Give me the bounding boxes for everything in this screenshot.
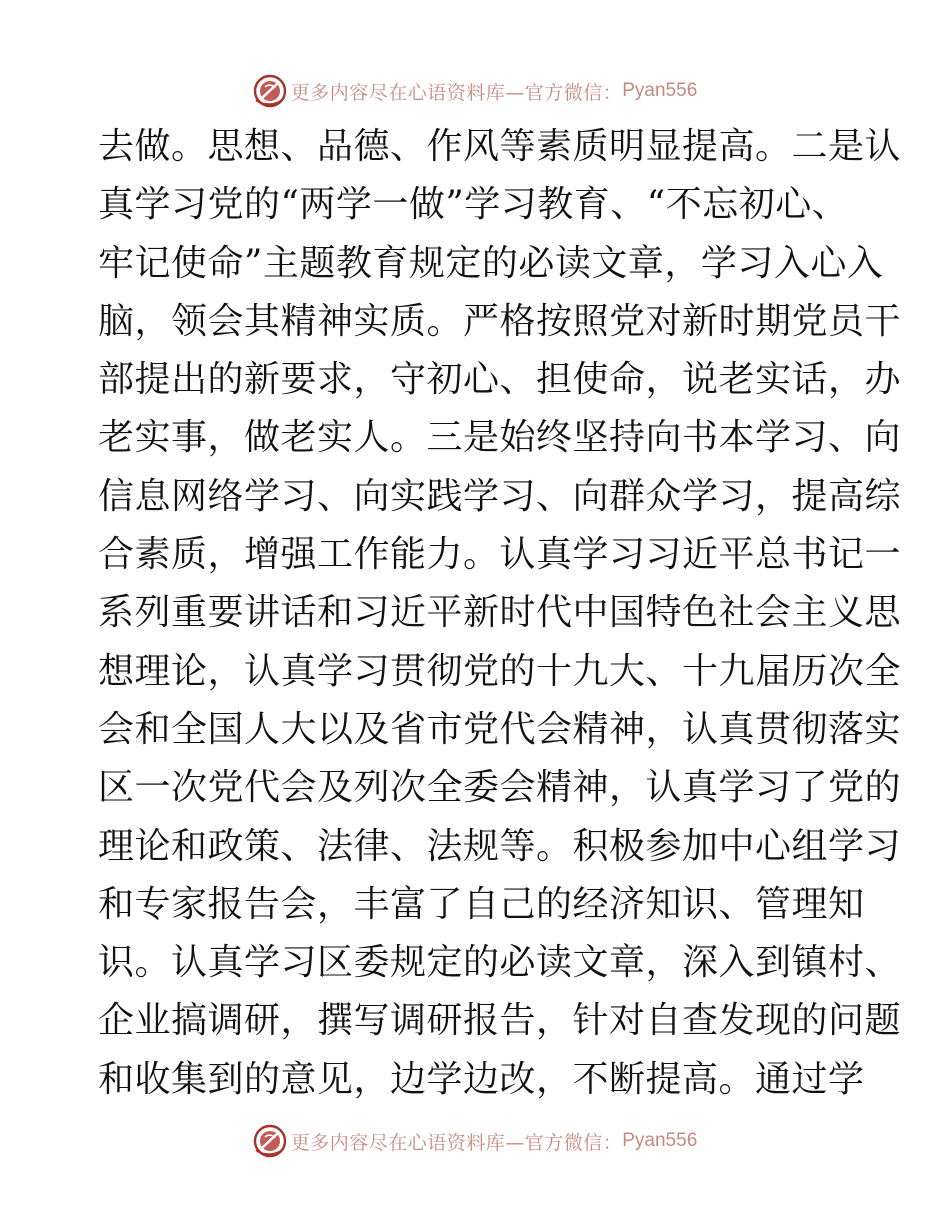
document-body [98, 118, 902, 1109]
text-line: 会和全国人大以及省市党代会精神，认真贯彻落实 [98, 708, 902, 750]
red-seal-logo-icon [253, 74, 287, 108]
text-line: 想理论，认真学习贯彻党的十九大、十九届历次全 [98, 650, 902, 692]
text-line: 真学习党的“两学一做”学习教育、“不忘初心、 [98, 184, 849, 226]
red-seal-logo-icon [253, 1124, 287, 1158]
text-line: 部提出的新要求，守初心、担使命，说老实话，办 [98, 359, 902, 401]
text-line: 老实事，做老实人。三是始终坚持向书本学习、向 [98, 417, 902, 459]
text-line: 系列重要讲话和习近平新时代中国特色社会主义思 [98, 592, 902, 634]
text-line: 区一次党代会及列次全委会精神，认真学习了党的 [98, 767, 902, 809]
text-line: 和专家报告会，丰富了自己的经济知识、管理知 [98, 883, 865, 925]
text-line: 去做。思想、品德、作风等素质明显提高。二是认 [98, 126, 902, 167]
text-line: 信息网络学习、向实践学习、向群众学习，提高综 [98, 475, 902, 517]
text-line: 企业搞调研，撰写调研报告，针对自查发现的问题 [98, 1000, 902, 1042]
footer-watermark [0, 1124, 950, 1158]
watermark-handle: Pyan556 [622, 1130, 698, 1151]
text-line: 识。认真学习区委规定的必读文章，深入到镇村、 [98, 942, 902, 984]
text-line: 合素质，增强工作能力。认真学习习近平总书记一 [98, 534, 902, 576]
header-watermark [0, 74, 950, 108]
watermark-handle: Pyan556 [622, 80, 698, 101]
text-line: 脑，领会其精神实质。严格按照党对新时期党员干 [98, 300, 902, 342]
text-line: 理论和政策、法律、法规等。积极参加中心组学习 [98, 825, 902, 867]
watermark-text: 更多内容尽在心语资料库—官方微信： [290, 1131, 623, 1154]
text-line: 牢记使命”主题教育规定的必读文章，学习入心入 [98, 242, 884, 284]
text-line: 和收集到的意见，边学边改，不断提高。通过学 [98, 1058, 865, 1100]
watermark-text: 更多内容尽在心语资料库—官方微信： [290, 81, 623, 104]
